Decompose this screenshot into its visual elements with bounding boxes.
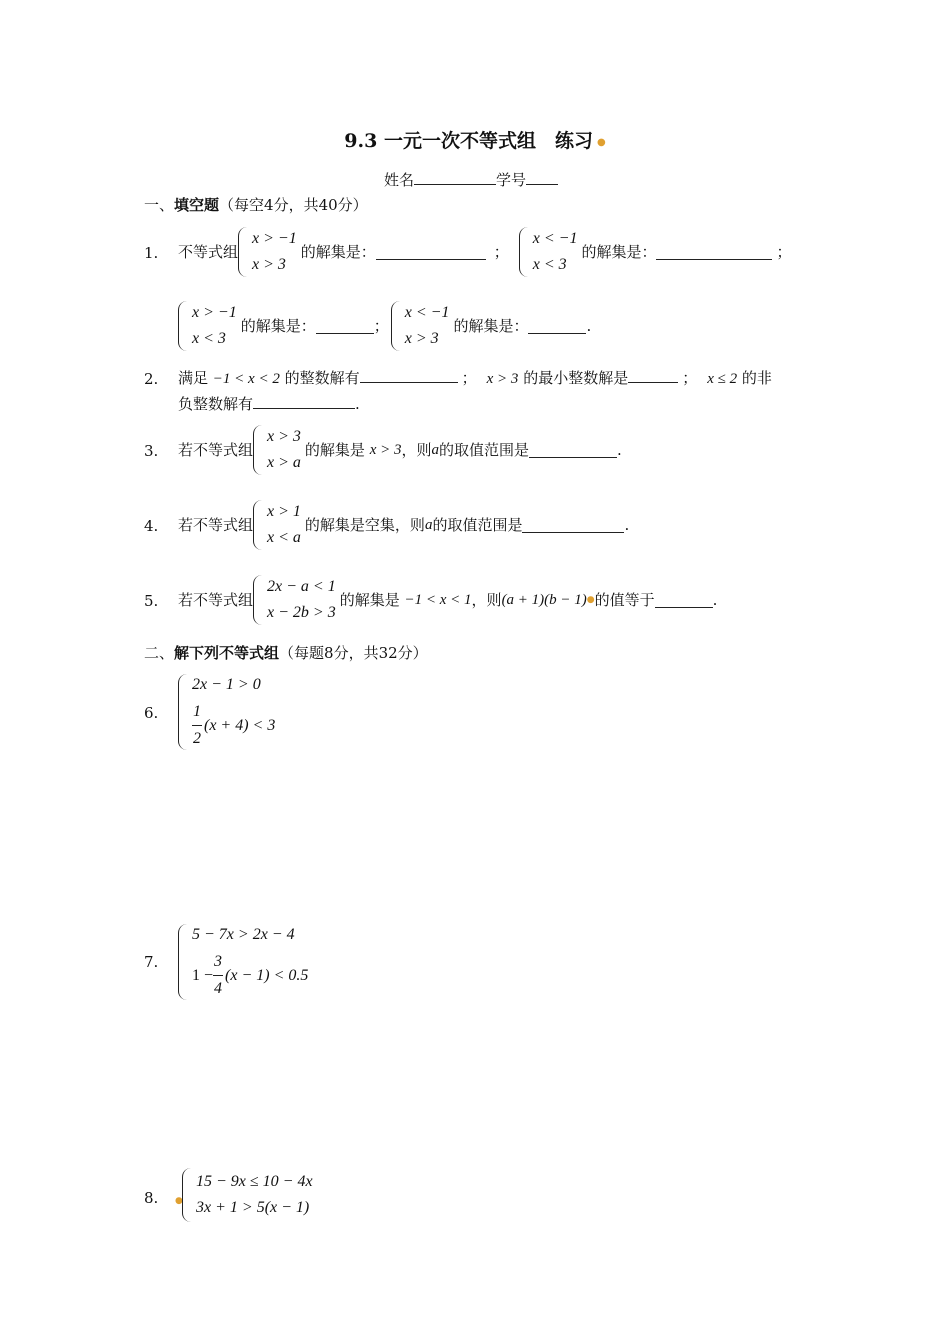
- q1-sep: ；: [776, 243, 792, 261]
- q2-t1: 满足: [178, 369, 209, 387]
- q1-number: 1.: [144, 244, 159, 262]
- q7-row2-rest: (x − 1) < 0.5: [225, 966, 309, 984]
- q2-sep2: ；: [682, 369, 698, 387]
- q4-t2: 的取值范围是: [432, 516, 523, 534]
- q1b-row2: x < 3: [532, 256, 567, 273]
- q2-m1: −1 < x < 2: [212, 371, 280, 387]
- q1c-system: [178, 300, 237, 352]
- section1-heading: [144, 194, 368, 215]
- brace-icon: [238, 227, 248, 277]
- q5-prefix: 若不等式组: [178, 591, 254, 609]
- q1-end: .: [586, 317, 592, 335]
- q3-row1: x > 3: [267, 428, 301, 445]
- mark-dot: ●: [586, 595, 595, 605]
- page-title: [0, 126, 950, 153]
- q2-blank1[interactable]: [360, 368, 458, 383]
- q1b-system: [519, 226, 578, 278]
- q8-row1: 15 − 9x ≤ 10 − 4x: [196, 1173, 313, 1190]
- q4-system: [253, 499, 301, 551]
- q2-line2: [178, 394, 360, 414]
- section2-title: 解下列不等式组: [174, 644, 280, 662]
- q2-m2: x > 3: [486, 371, 519, 387]
- mark-dot: ●: [175, 1196, 183, 1206]
- q4-answer-blank[interactable]: [522, 518, 624, 533]
- q3-end: .: [617, 441, 622, 459]
- q2-blank3[interactable]: [253, 394, 355, 409]
- q5-t3: 的值等于: [594, 591, 655, 609]
- q2-t2: 的整数解有: [284, 369, 360, 387]
- q5-row2: x − 2b > 3: [267, 604, 336, 621]
- q3-t3: 的取值范围是: [439, 441, 530, 459]
- q3-row2: x > a: [267, 454, 301, 471]
- q8-row2: 3x + 1 > 5(x − 1): [196, 1199, 310, 1216]
- q4-a: a: [424, 517, 433, 533]
- q7-row1: 5 − 7x > 2x − 4: [192, 926, 295, 943]
- q3-line: [178, 422, 622, 478]
- q7-frac-num: 3: [213, 949, 223, 976]
- q2-number: 2.: [144, 370, 159, 388]
- q2-blank2[interactable]: [628, 368, 678, 383]
- q1a-suffix: 的解集是：: [300, 243, 376, 261]
- section2-note: （每题8分，共32分）: [279, 644, 428, 662]
- section1-title: 填空题: [174, 196, 220, 214]
- q1c-suffix: 的解集是：: [240, 317, 316, 335]
- q1b-answer-blank[interactable]: [656, 245, 772, 260]
- section1-label: 一、: [144, 196, 175, 214]
- q7-number: 7.: [144, 953, 159, 971]
- q6-system: [178, 672, 275, 752]
- q5-m2: (a + 1)(b − 1): [501, 592, 587, 608]
- section1-note: （每空4分，共40分）: [219, 196, 368, 214]
- section2-heading: [144, 642, 428, 663]
- brace-icon: [178, 674, 188, 750]
- q3-prefix: 若不等式组: [178, 441, 254, 459]
- q2-m3: x ≤ 2: [707, 371, 738, 387]
- q1b-row1: x < −1: [532, 230, 578, 247]
- q5-answer-blank[interactable]: [655, 593, 713, 608]
- q1d-row2: x > 3: [404, 330, 439, 347]
- q6-row2-rest: (x + 4) < 3: [204, 716, 276, 734]
- q3-m1: x > 3: [369, 442, 402, 458]
- q1-row2: [178, 298, 591, 354]
- q3-t2: ，则: [401, 441, 432, 459]
- q5-end: .: [712, 591, 718, 609]
- title-text: 9.3 一元一次不等式组 练习: [344, 130, 593, 152]
- q6-frac-num: 1: [192, 699, 202, 726]
- q7-system: [178, 922, 308, 1002]
- q2-end: .: [355, 395, 360, 413]
- q6-fraction: [192, 699, 202, 752]
- q4-row1: x > 1: [267, 503, 301, 520]
- q3-a: a: [431, 442, 440, 458]
- q4-row2: x < a: [267, 529, 301, 546]
- q4-t1: 的解集是空集，则: [304, 516, 425, 534]
- q1a-row1: x > −1: [252, 230, 297, 247]
- mark-dot: ●: [596, 137, 606, 148]
- q7-row2-pre: 1 −: [192, 966, 214, 984]
- q6-row1: 2x − 1 > 0: [192, 676, 261, 693]
- q8-system: [182, 1168, 313, 1222]
- q1d-system: [391, 300, 450, 352]
- q7-frac-den: 4: [214, 980, 223, 997]
- q4-number: 4.: [144, 517, 159, 535]
- q2-t4: 的非: [741, 369, 772, 387]
- q2-t3: 的最小整数解是: [523, 369, 629, 387]
- q4-prefix: 若不等式组: [178, 516, 254, 534]
- q5-row1: 2x − a < 1: [267, 578, 336, 595]
- brace-icon: [182, 1168, 192, 1222]
- q1-sep: ；: [493, 243, 509, 261]
- q3-number: 3.: [144, 442, 159, 460]
- q1c-answer-blank[interactable]: [316, 319, 374, 334]
- section2-label: 二、: [144, 644, 175, 662]
- q1-sep: ；: [373, 317, 389, 335]
- q1-row1: [178, 224, 791, 280]
- q1c-row1: x > −1: [192, 304, 237, 321]
- id-label: 学号: [496, 171, 527, 189]
- id-blank[interactable]: [526, 170, 558, 185]
- name-blank[interactable]: [414, 170, 496, 185]
- q5-t2: ，则: [471, 591, 502, 609]
- q7-fraction: [213, 949, 223, 1002]
- name-label: 姓名: [384, 171, 415, 189]
- q3-t1: 的解集是: [304, 441, 365, 459]
- q2-line1: [178, 368, 772, 389]
- brace-icon: [519, 227, 529, 277]
- q1d-answer-blank[interactable]: [528, 319, 586, 334]
- q1a-system: [238, 226, 297, 278]
- brace-icon: [253, 500, 263, 550]
- q4-line: [178, 497, 629, 553]
- brace-icon: [178, 301, 188, 351]
- brace-icon: [253, 575, 263, 625]
- q1c-row2: x < 3: [192, 330, 226, 347]
- q1d-suffix: 的解集是：: [453, 317, 529, 335]
- q5-t1: 的解集是: [339, 591, 400, 609]
- brace-icon: [253, 425, 263, 475]
- brace-icon: [178, 924, 188, 1000]
- q2-t5: 负整数解有: [178, 395, 254, 413]
- q4-end: .: [624, 516, 630, 534]
- q2-sep1: ；: [461, 369, 477, 387]
- q3-system: [253, 424, 301, 476]
- q5-number: 5.: [144, 592, 159, 610]
- q1a-answer-blank[interactable]: [376, 245, 486, 260]
- brace-icon: [391, 301, 401, 351]
- name-id-line: [384, 170, 558, 190]
- q5-m1: −1 < x < 1: [404, 592, 472, 608]
- q6-frac-den: 2: [193, 730, 201, 747]
- q8-number: 8.: [144, 1189, 159, 1207]
- q1-prefix: 不等式组: [178, 243, 239, 261]
- q1b-suffix: 的解集是：: [581, 243, 657, 261]
- q3-answer-blank[interactable]: [529, 443, 617, 458]
- q5-line: [178, 572, 717, 628]
- q5-system: [253, 574, 336, 626]
- q1a-row2: x > 3: [252, 256, 286, 273]
- q1d-row1: x < −1: [404, 304, 450, 321]
- q6-number: 6.: [144, 704, 159, 722]
